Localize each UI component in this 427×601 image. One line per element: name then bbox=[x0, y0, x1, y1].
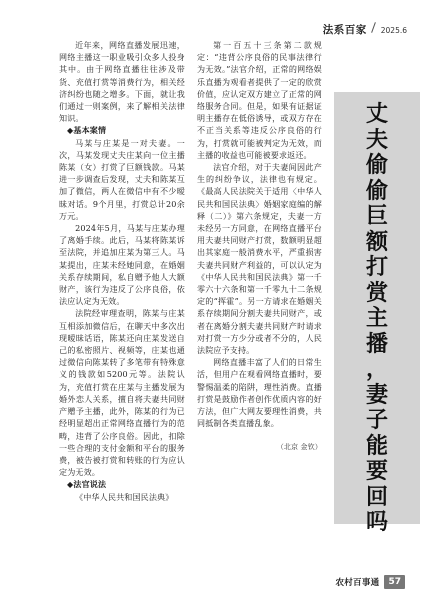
headline-char: 额 bbox=[365, 229, 388, 255]
paragraph: 《中华人民共和国民法典》 bbox=[75, 492, 174, 502]
headline-char: 夫 bbox=[365, 127, 388, 153]
paragraph: 马某与庄某是一对夫妻。一次，马某发现丈夫庄某向一位主播陈某（女）打赏了巨额钱款。马某进一步调查后发现，丈夫和陈某互加了微信，两人在微信中有不少暧昧对话。9个月里，打赏总计20余万元。 bbox=[59, 138, 185, 221]
page-number: 57 bbox=[384, 575, 405, 589]
header-divider bbox=[371, 22, 376, 33]
headline-char: 吗 bbox=[365, 510, 388, 535]
headline-char: 打 bbox=[365, 255, 388, 280]
headline-char: 主 bbox=[365, 306, 388, 331]
headline-char: 回 bbox=[365, 484, 388, 510]
section-heading: ◆基本案情 bbox=[67, 126, 107, 136]
author-signature: （北京 金钦） bbox=[276, 442, 322, 451]
headline-char: ， bbox=[365, 357, 388, 382]
paragraph: 法院经审理查明，陈某与庄某互相添加微信后，在聊天中多次出现暧昧话语，陈某还向庄某发送自己的私密照片、视频等，庄某也通过微信向陈某转了多笔带有特殊意义的钱款如5200元等。法院认为，充值打赏在庄某与主播发展为婚外恋人关系，擅自将夫妻共同财产赠予主播，此外，陈某的行为已经明显超出正常网络直播行为的范畴，违背了公序良俗。因此，扣除一些合理的支付金额和平台的服务费，被告被打赏和转账的行为应认定为无效。 bbox=[59, 309, 185, 478]
page-footer bbox=[335, 575, 405, 589]
headline-char: 能 bbox=[365, 433, 388, 459]
article-column-right bbox=[197, 40, 322, 453]
headline-char: 赏 bbox=[365, 280, 388, 306]
headline-char: 子 bbox=[365, 408, 388, 433]
running-header bbox=[323, 22, 407, 36]
magazine-name: 农村百事通 bbox=[335, 578, 380, 588]
headline-char: 要 bbox=[365, 459, 388, 484]
article-column-left bbox=[59, 40, 185, 504]
paragraph: 2024年5月，马某与庄某办理了离婚手续。此后，马某将陈某诉至法院，并追加庄某为第三人。马某提出，庄某未经她同意，在婚姻关系存续期间，私自赠予他人大额财产，该行为违反了公序良俗，依法应认定为无效。 bbox=[59, 224, 185, 307]
headline-char: 丈 bbox=[365, 102, 388, 127]
section-heading: ◆法官说法 bbox=[67, 480, 107, 490]
issue-date: 2025.6 bbox=[380, 26, 407, 35]
headline-char: 妻 bbox=[365, 382, 388, 408]
headline-char: 偷 bbox=[365, 178, 388, 204]
paragraph: 网络直播丰富了人们的日常生活，但用户在观看网络直播时，要警惕温柔的陷阱，理性消费。直播打赏是鼓励作者创作优质内容的好方法，但广大网友要理性消费，共同抵制各类直播乱象。 bbox=[197, 358, 322, 429]
article-headline bbox=[334, 92, 420, 535]
paragraph: 第一百五十三条第二款规定：“违背公序良俗的民事法律行为无效。”法官介绍，正常的网络娱乐直播为观看者提供了一定的欣赏价值，应认定双方建立了正常的网络服务合同。但是，如果有证据证明主播存在低俗诱导，或双方存在不正当关系等违反公序良俗的行为，打赏就可能被判定为无效，而主播的收益也可能被要求返还。 bbox=[197, 41, 322, 160]
headline-band bbox=[334, 92, 420, 535]
headline-char: 播 bbox=[365, 331, 388, 357]
paragraph: 近年来，网络直播发展迅速，网络主播这一职业吸引众多人投身其中。由于网络直播往往涉及带货、充值打赏等消费行为，相关经济纠纷也随之增多。下面，就让我们通过一则案例，来了解相关法律知识。 bbox=[59, 41, 185, 124]
headline-char: 偷 bbox=[365, 153, 388, 178]
paragraph: 法官介绍，对于夫妻间因此产生的纠纷争议，法律也有规定。《最高人民法院关于适用〈中华人民共和国民法典〉婚姻家庭编的解释（二）》第六条规定，夫妻一方未经另一方同意，在网络直播平台用夫妻共同财产打赏，数额明显超出其家庭一般消费水平，严重损害夫妻共同财产利益的，可以认定为《中华人民共和国民法典》第一千零六十六条和第一千零九十二条规定的“挥霍”。另一方请求在婚姻关系存续期间分割夫妻共同财产，或者在离婚分割夫妻共同财产时请求对打赏一方少分或者不分的，人民法院应予支持。 bbox=[197, 163, 322, 356]
headline-char: 巨 bbox=[365, 204, 388, 229]
column-brand: 法系百家 bbox=[322, 24, 367, 36]
